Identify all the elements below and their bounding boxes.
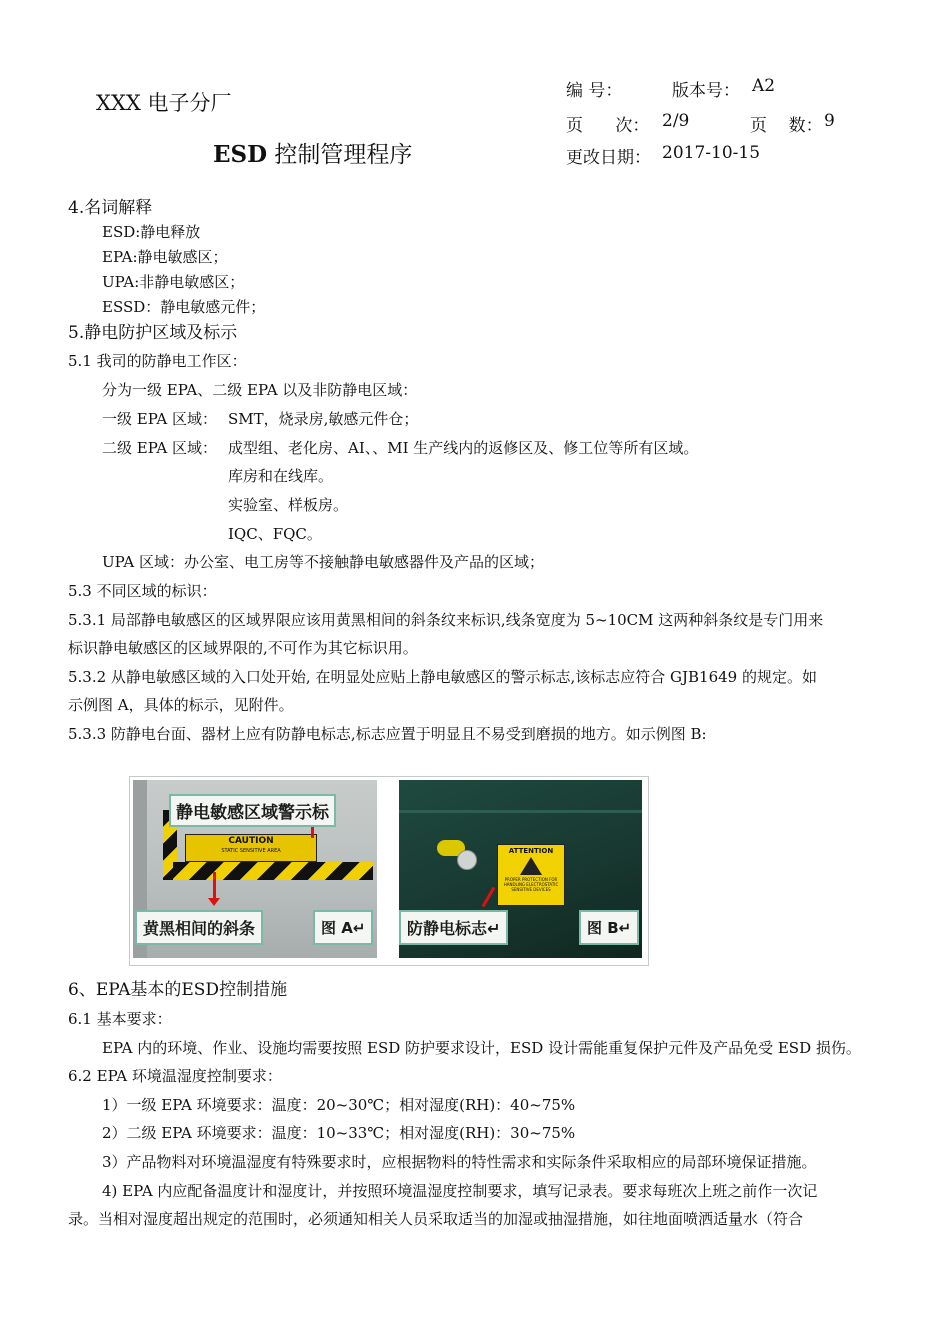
pages-label: 页 数： (750, 116, 823, 136)
figure-a-label: 图 A↵ (313, 910, 373, 945)
requirement-item: 4) EPA 内应配备温度计和湿度计，并按照环境温湿度控制要求，填写记录表。要求每班次上班之前作一次记 (102, 1182, 818, 1200)
page-value: 2/9 (662, 111, 690, 131)
requirement-item: 3）产品物料对环境温湿度有特殊要求时，应根据物料的特性需求和实际条件采取相应的局部环境保证措施。 (102, 1153, 817, 1171)
figure-b-label: 图 B↵ (579, 910, 639, 945)
level-2-label: 二级 EPA 区域： (102, 439, 218, 457)
arrow-down-icon (213, 872, 216, 900)
level-2-value: 库房和在线库。 (228, 467, 334, 485)
section-4-heading: 4.名词解释 (68, 198, 153, 218)
date-label: 更改日期： (566, 148, 651, 168)
photo-a (133, 780, 377, 958)
title-prefix: ESD (213, 141, 268, 168)
section-6-1-text: EPA 内的环境、作业、设施均需要按照 ESD 防护要求设计，ESD 设计需能重复保护元件及产品免受 ESD 损伤。 (102, 1039, 861, 1057)
attention-subtext: PROPER PROTECTION FOR HANDLING ELECTROSTATIC SENSITIVE DEVICES (503, 877, 559, 892)
section-5-3-2-line1: 5.3.2 从静电敏感区域的入口处开始, 在明显处应贴上静电敏感区的警示标志,该标志应符合 GJB1649 的规定。如 (68, 668, 817, 686)
definition-item: UPA:非静电敏感区； (102, 273, 245, 291)
level-2-value: 成型组、老化房、AI、、MI 生产线内的返修区及、修工位等所有区域。 (228, 439, 699, 457)
section-5-heading: 5.静电防护区域及标示 (68, 323, 238, 343)
level-2-value: 实验室、样板房。 (228, 496, 349, 514)
label-yellow-black-stripe: 黄黑相间的斜条 (135, 910, 263, 945)
example-figure (129, 776, 649, 966)
pages-value: 9 (824, 111, 835, 131)
section-5-1: 5.1 我司的防静电工作区： (68, 352, 247, 370)
esd-hand-icon (520, 857, 542, 875)
section-5-3-1-line2: 标识静电敏感区的区域界限的,不可作为其它标识用。 (68, 639, 418, 657)
section-5-3-2-line2: 示例图 A，具体的标示，见附件。 (68, 696, 294, 714)
upa-area: UPA 区域：办公室、电工房等不接触静电敏感器件及产品的区域； (102, 553, 544, 571)
level-1-value: SMT，烧录房,敏感元件仓； (228, 410, 419, 428)
company-name: XXX 电子分厂 (96, 91, 232, 115)
hazard-stripe (173, 862, 373, 880)
label-antistatic-mark: 防静电标志↵ (399, 910, 508, 945)
section-6-1: 6.1 基本要求： (68, 1010, 172, 1028)
section-5-3-3: 5.3.3 防静电台面、器材上应有防静电标志,标志应置于明显且不易受到磨损的地方。如示例图 B: (68, 725, 707, 743)
definition-item: ESSD：静电敏感元件； (102, 298, 266, 316)
arrow-icon (482, 887, 496, 908)
definition-item: EPA:静电敏感区； (102, 248, 228, 266)
document-title (213, 136, 412, 169)
doc-number-label: 编 号： (566, 81, 623, 101)
section-5-1-intro: 分为一级 EPA、二级 EPA 以及非防静电区域： (102, 381, 418, 399)
page-label: 页 次： (566, 116, 650, 136)
caution-text: CAUTION (228, 836, 274, 846)
attention-text: ATTENTION (508, 847, 554, 855)
photo-b (399, 780, 642, 958)
requirement-continuation: 录。当相对湿度超出规定的范围时，必须通知相关人员采取适当的加湿或抽湿措施，如往地面喷洒适量水（符合 (68, 1210, 804, 1228)
version-value: A2 (752, 76, 776, 96)
level-1-label: 一级 EPA 区域： (102, 410, 218, 428)
section-5-3-1-line1: 5.3.1 局部静电敏感区的区域界限应该用黄黑相间的斜条纹来标识,线条宽度为 5~10CM 这两种斜条纹是专门用来 (68, 611, 824, 629)
caution-sign (185, 834, 317, 862)
date-value: 2017-10-15 (662, 143, 761, 163)
label-warning-sign: 静电敏感区域警示标 (169, 794, 336, 827)
requirement-item: 1）一级 EPA 环境要求：温度：20~30℃；相对湿度(RH)：40~75% (102, 1096, 576, 1114)
caution-subtext: STATIC SENSITIVE AREA (221, 848, 281, 854)
attention-sign (497, 844, 565, 906)
arrow-down-icon-head (208, 898, 220, 906)
section-6-2: 6.2 EPA 环境温湿度控制要求： (68, 1067, 282, 1085)
definition-item: ESD:静电释放 (102, 223, 201, 241)
title-rest: 控制管理程序 (267, 142, 413, 168)
requirement-item: 2）二级 EPA 环境要求：温度：10~33℃；相对湿度(RH)：30~75% (102, 1124, 576, 1142)
level-2-value: IQC、FQC。 (228, 525, 322, 543)
section-6-heading: 6、EPA基本的ESD控制措施 (68, 980, 288, 1000)
section-5-3: 5.3 不同区域的标识： (68, 582, 217, 600)
version-label: 版本号： (672, 81, 740, 101)
